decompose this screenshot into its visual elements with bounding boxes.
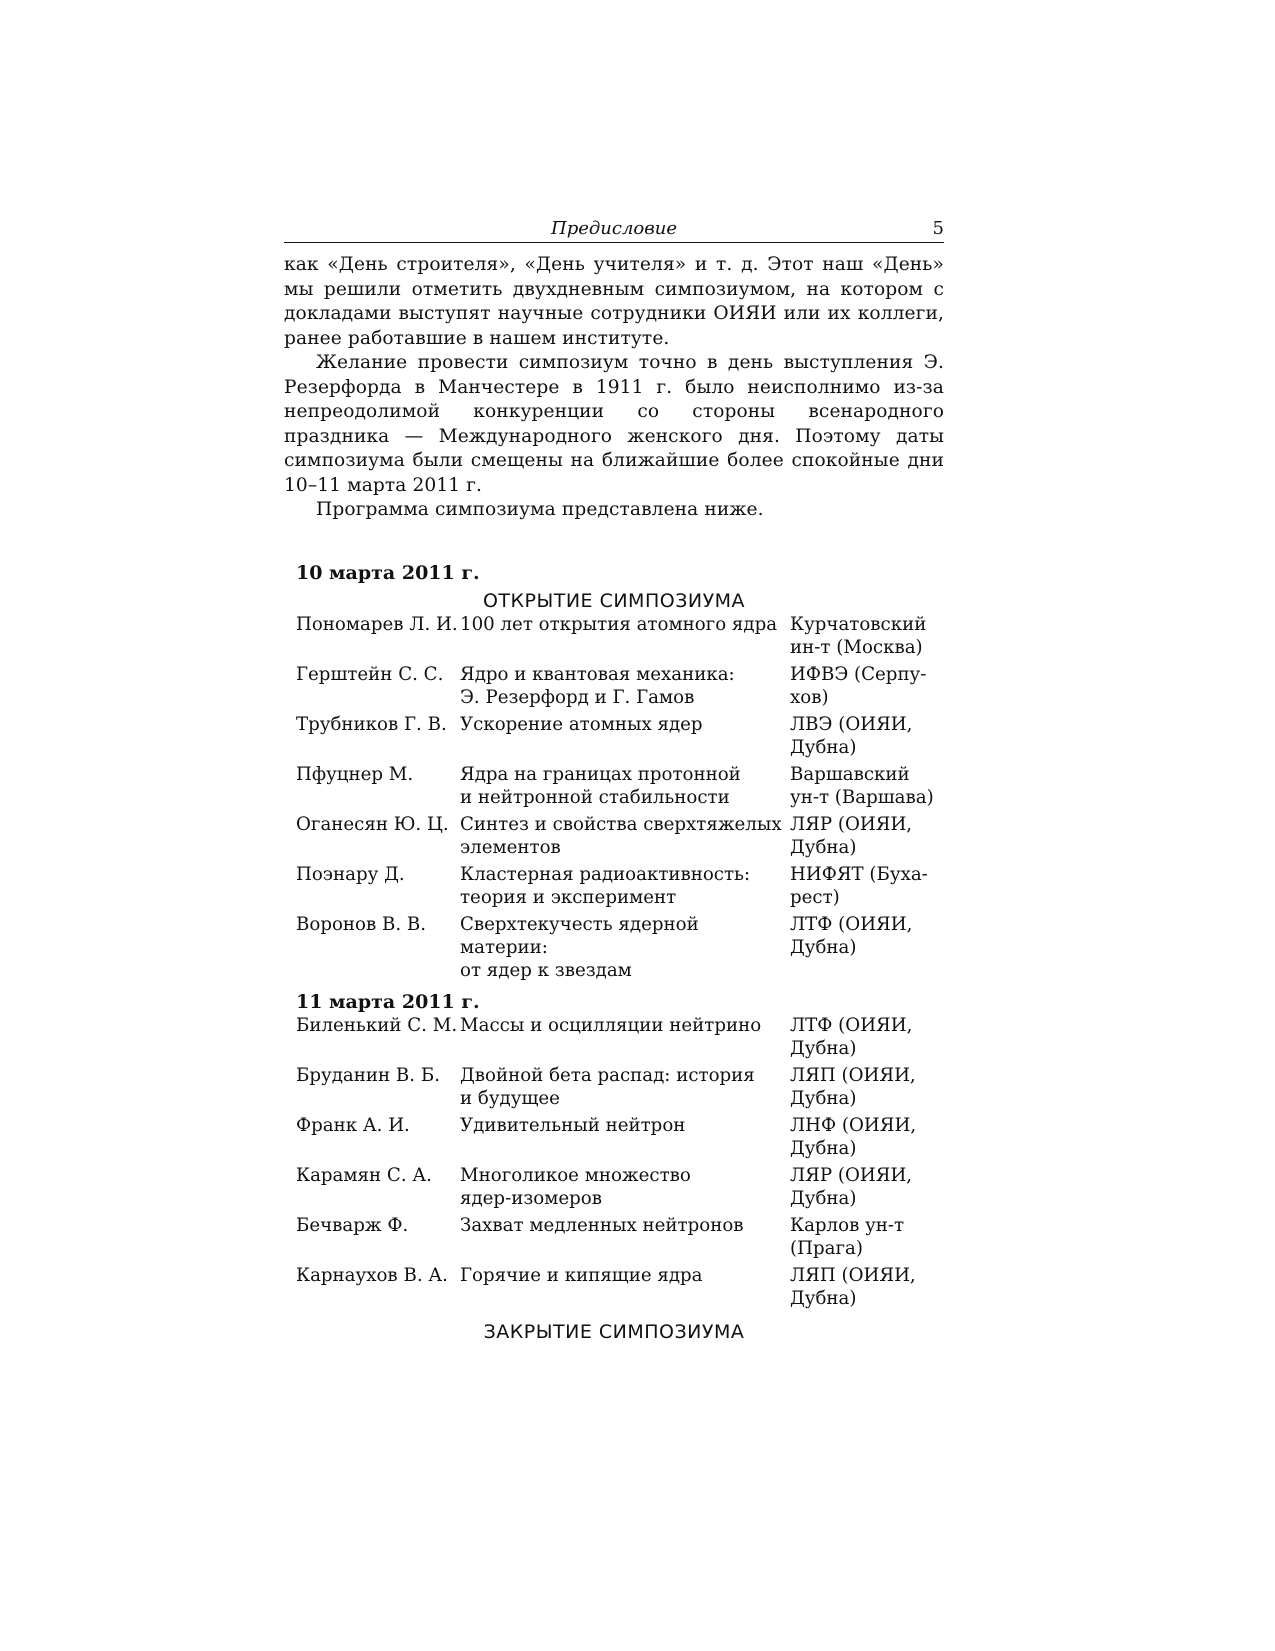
book-page (284, 214, 944, 1344)
program-row (296, 1064, 942, 1114)
speaker-name: Воронов В. В. (296, 913, 427, 935)
program-row (296, 613, 942, 663)
program-row (296, 1264, 942, 1314)
program-row (296, 813, 942, 863)
speaker-name: Бечварж Ф. (296, 1214, 409, 1236)
program-row (296, 913, 942, 986)
talk-title: Ядро и квантовая механика: Э. Резерфорд и Г. Гамов (460, 663, 735, 708)
program-row (296, 863, 942, 913)
speaker-name: Карнаухов В. А. (296, 1264, 448, 1286)
program-table-day-2 (296, 1014, 942, 1314)
speaker-affiliation: ЛЯР (ОИЯИ, Дубна) (790, 1164, 913, 1209)
talk-title: Захват медленных нейтронов (460, 1214, 744, 1236)
program-table-day-1 (296, 613, 942, 986)
program-row (296, 1214, 942, 1264)
speaker-affiliation: ЛЯП (ОИЯИ, Дубна) (790, 1064, 916, 1109)
talk-title: Массы и осцилляции нейтрино (460, 1014, 762, 1036)
speaker-affiliation: ЛТФ (ОИЯИ, Дубна) (790, 1014, 913, 1059)
talk-title: Ускорение атомных ядер (460, 713, 703, 735)
speaker-affiliation: ЛЯП (ОИЯИ, Дубна) (790, 1264, 916, 1309)
speaker-name: Бруданин В. Б. (296, 1064, 440, 1086)
speaker-name: Оганесян Ю. Ц. (296, 813, 449, 835)
page-number: 5 (932, 218, 944, 239)
speaker-name: Франк А. И. (296, 1114, 410, 1136)
talk-title: Горячие и кипящие ядра (460, 1264, 703, 1286)
closing-section-title: ЗАКРЫТИЕ СИМПОЗИУМА (483, 1320, 745, 1343)
paragraph-1: как «День строителя», «День учителя» и т. д. Этот наш «День» мы решили отметить двухдневным симпозиумом, на котором с докладами выступят научные сотрудники ОИЯИ или их коллеги, ранее работавшие в нашем институте. (284, 254, 944, 349)
program-row (296, 1014, 942, 1064)
speaker-affiliation: ЛВЭ (ОИЯИ, Дубна) (790, 713, 913, 758)
speaker-affiliation: Варшавский ун-т (Варшава) (790, 763, 934, 808)
speaker-affiliation: ЛНФ (ОИЯИ, Дубна) (790, 1114, 917, 1159)
talk-title: 100 лет открытия атомного ядра (460, 613, 778, 635)
talk-title: Ядра на границах протонной и нейтронной стабильности (460, 763, 741, 808)
opening-section-title: ОТКРЫТИЕ СИМПОЗИУМА (482, 589, 746, 612)
talk-title: Кластерная радиоактивность: теория и эксперимент (460, 863, 751, 908)
paragraph-2: Желание провести симпозиум точно в день выступления Э. Резерфорда в Манчестере в 1911 г. было неисполнимо из-за непреодолимой конкуренции со стороны всенародного праздника — Международного женского дня. Поэтому даты симпозиума были смещены на ближайшие более спокойные дни 10–11 марта 2011 г. (284, 352, 944, 496)
program-row (296, 1114, 942, 1164)
speaker-name: Карамян С. А. (296, 1164, 432, 1186)
day-2-date: 11 марта 2011 г. (296, 990, 480, 1013)
program-row (296, 713, 942, 763)
program-row (296, 763, 942, 813)
speaker-affiliation: ЛЯР (ОИЯИ, Дубна) (790, 813, 913, 858)
speaker-name: Герштейн С. С. (296, 663, 444, 685)
talk-title: Двойной бета распад: история и будущее (460, 1064, 755, 1109)
paragraph-3: Программа симпозиума представлена ниже. (316, 499, 764, 520)
speaker-affiliation: ЛТФ (ОИЯИ, Дубна) (790, 913, 913, 958)
running-title: Предисловие (551, 218, 677, 239)
talk-title: Удивительный нейтрон (460, 1114, 686, 1136)
speaker-name: Пфуцнер М. (296, 763, 414, 785)
day-1-date: 10 марта 2011 г. (296, 561, 480, 584)
speaker-name: Трубников Г. В. (296, 713, 447, 735)
program-row (296, 663, 942, 713)
talk-title: Сверхтекучесть ядерной материи: от ядер к звездам (460, 913, 699, 981)
speaker-name: Пономарев Л. И. (296, 613, 458, 635)
talk-title: Многоликое множество ядер-изомеров (460, 1164, 691, 1209)
speaker-affiliation: Курчатовский ин-т (Москва) (790, 613, 927, 658)
talk-title: Синтез и свойства сверхтяжелых элементов (460, 813, 782, 858)
running-header (284, 214, 944, 243)
speaker-affiliation: НИФЯТ (Буха- рест) (790, 863, 928, 908)
speaker-affiliation: Карлов ун-т (Прага) (790, 1214, 905, 1259)
speaker-name: Биленький С. М. (296, 1014, 458, 1036)
program-row (296, 1164, 942, 1214)
speaker-affiliation: ИФВЭ (Серпу- хов) (790, 663, 927, 708)
speaker-name: Поэнару Д. (296, 863, 405, 885)
